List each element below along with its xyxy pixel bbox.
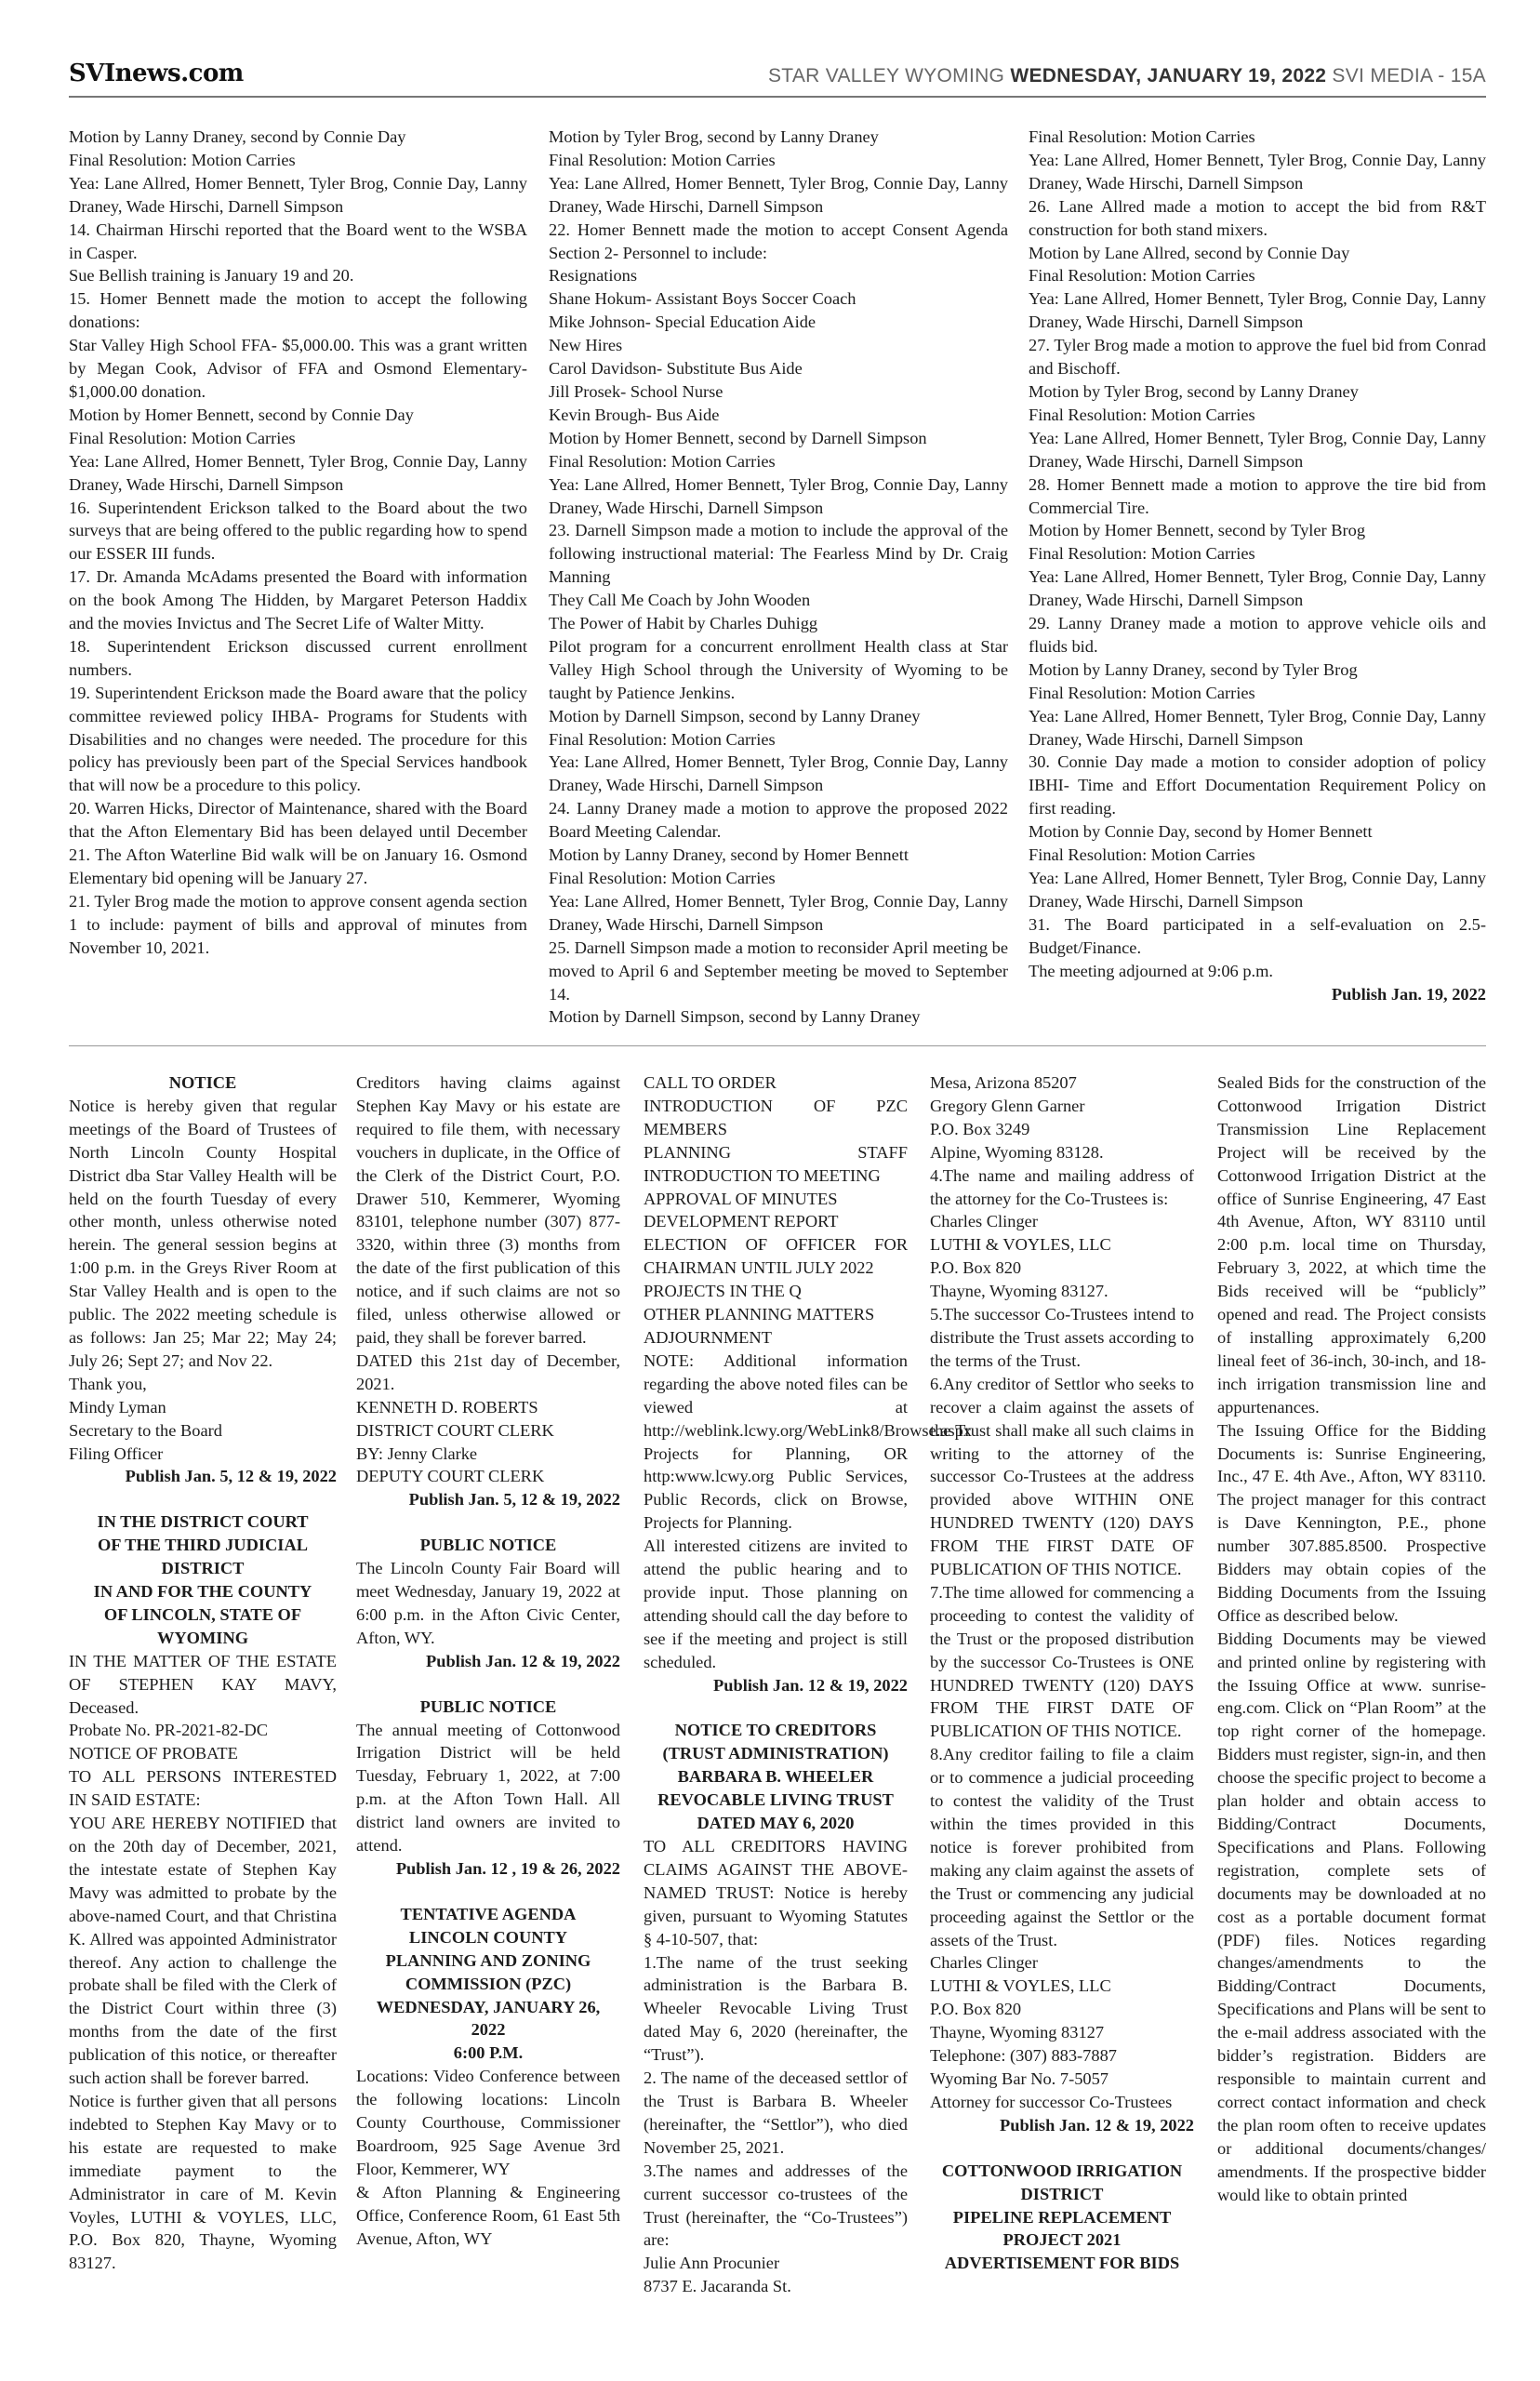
agenda-item: ADJOURNMENT bbox=[644, 1327, 772, 1347]
notice-line: LUTHI & VOYLES, LLC bbox=[930, 1235, 1111, 1255]
signature-line: Secretary to the Board bbox=[69, 1420, 222, 1440]
minutes-line: Final Resolution: Motion Carries bbox=[1029, 683, 1255, 702]
public-notice-2-publish: Publish Jan. 12 , 19 & 26, 2022 bbox=[395, 1859, 620, 1878]
notice-line: LUTHI & VOYLES, LLC bbox=[930, 1976, 1111, 1996]
notice-line: Notice is further given that all persons indebted to Stephen Kay Mavy or to his estate are requested to make immediate payment to the Administrator in care of M. Kevin Voyles, LUTHI & VOYLES, LLC, P.O. Box 820, Thayne, Wyoming 83127. bbox=[69, 2091, 337, 2273]
minutes-line: Yea: Lane Allred, Homer Bennett, Tyler Brog, Connie Day, Lanny Draney, Wade Hirschi, Darnell Simpson bbox=[1029, 706, 1486, 749]
site-name: SVInews.com bbox=[69, 60, 244, 87]
minutes-line: Final Resolution: Motion Carries bbox=[1029, 127, 1255, 146]
public-notice-1-title: PUBLIC NOTICE bbox=[419, 1536, 557, 1555]
clerk-line: KENNETH D. ROBERTS bbox=[356, 1397, 538, 1417]
public-notice-1-body: The Lincoln County Fair Board will meet Wednesday, January 19, 2022 at 6:00 p.m. in the Afton Civic Center, Afton, WY. bbox=[356, 1559, 620, 1647]
minutes-line: Motion by Tyler Brog, second by Lanny Draney bbox=[1029, 381, 1359, 401]
heading-line: DISTRICT bbox=[1020, 2184, 1104, 2203]
agenda-note: NOTE: Additional information regarding the above noted files can be viewed at http://weblink.lcwy.org/WebLink8/Browse.aspx Projects for Planning, OR http:www.lcwy.org Public Services, Public Records, click on Browse, Projects for Planning. bbox=[644, 1350, 973, 1533]
notice-line: P.O. Box 820 bbox=[930, 1258, 1022, 1278]
notice-line: P.O. Box 820 bbox=[930, 2000, 1022, 2019]
section-divider bbox=[69, 1045, 1486, 1046]
minutes-line: Motion by Homer Bennett, second by Connie Day bbox=[69, 405, 414, 424]
minutes-line: Motion by Tyler Brog, second by Lanny Draney bbox=[549, 127, 879, 146]
minutes-line: Carol Davidson- Substitute Bus Aide bbox=[549, 359, 803, 379]
minutes-line: 26. Lane Allred made a motion to accept the bid from R&T construction for both stand mixers. bbox=[1029, 196, 1486, 239]
public-notice-1-publish: Publish Jan. 12 & 19, 2022 bbox=[426, 1651, 620, 1670]
minutes-line: Final Resolution: Motion Carries bbox=[549, 150, 776, 169]
notice-line: Charles Clinger bbox=[930, 1953, 1038, 1973]
notice-line: NOTICE OF PROBATE bbox=[69, 1744, 238, 1763]
folio-date: WEDNESDAY, JANUARY 19, 2022 bbox=[1010, 65, 1327, 86]
signature-line: Mindy Lyman bbox=[69, 1397, 166, 1417]
minutes-line: Final Resolution: Motion Carries bbox=[1029, 405, 1255, 424]
heading-line: PIPELINE REPLACEMENT bbox=[952, 2207, 1172, 2227]
agenda-invite: All interested citizens are invited to attend the public hearing and to provide input. Those planning on attending should call the day before to see if the meeting and project is still scheduled. bbox=[644, 1536, 908, 1671]
minutes-line: 24. Lanny Draney made a motion to approve the proposed 2022 Board Meeting Calendar. bbox=[549, 799, 1008, 842]
probate-publish-line: Publish Jan. 5, 12 & 19, 2022 bbox=[408, 1490, 620, 1510]
minutes-line: Final Resolution: Motion Carries bbox=[69, 150, 296, 169]
minutes-line: New Hires bbox=[549, 336, 623, 355]
heading-line: ADVERTISEMENT FOR BIDS bbox=[944, 2254, 1180, 2273]
trust-publish-line: Publish Jan. 12 & 19, 2022 bbox=[1000, 2115, 1194, 2135]
masthead bbox=[69, 58, 1486, 95]
notice-publish-line: Publish Jan. 5, 12 & 19, 2022 bbox=[125, 1467, 337, 1486]
agenda-item: INTRODUCTION OF PZC MEMBERS bbox=[644, 1096, 908, 1138]
agenda-item: ELECTION OF OFFICER FOR CHAIRMAN UNTIL JULY 2022 bbox=[644, 1235, 908, 1278]
minutes-line: Motion by Connie Day, second by Homer Bennett bbox=[1029, 822, 1373, 842]
notice-signature bbox=[69, 1373, 337, 1466]
minutes-line: Motion by Darnell Simpson, second by Lanny Draney bbox=[549, 1007, 921, 1027]
heading-line: IN THE DISTRICT COURT bbox=[97, 1512, 309, 1532]
notice-line: IN THE MATTER OF THE ESTATE OF STEPHEN KAY MAVY, Deceased. bbox=[69, 1651, 337, 1717]
agenda-heading bbox=[356, 1903, 620, 2065]
minutes-column-1 bbox=[69, 126, 527, 960]
minutes-line: 20. Warren Hicks, Director of Maintenance, shared with the Board that the Afton Elementary Bid has been delayed until December 21. The Afton Waterline Bid walk will be on January 16. Osmond Elementary bid opening will be January 27. bbox=[69, 799, 527, 887]
agenda-item: OTHER PLANNING MATTERS bbox=[644, 1305, 875, 1324]
minutes-line: Resignations bbox=[549, 266, 638, 286]
heading-line: PROJECT 2021 bbox=[1002, 2230, 1122, 2250]
minutes-line: Yea: Lane Allred, Homer Bennett, Tyler Brog, Connie Day, Lanny Draney, Wade Hirschi, Darnell Simpson bbox=[549, 474, 1008, 517]
minutes-line: 27. Tyler Brog made a motion to approve the fuel bid from Conrad and Bischoff. bbox=[1029, 336, 1486, 379]
heading-line: COTTONWOOD IRRIGATION bbox=[941, 2161, 1183, 2180]
minutes-line: 15. Homer Bennett made the motion to accept the following donations: bbox=[69, 289, 527, 332]
heading-line: 6:00 P.M. bbox=[453, 2043, 524, 2063]
heading-line: COMMISSION (PZC) bbox=[405, 1974, 572, 1993]
minutes-line: 30. Connie Day made a motion to consider adoption of policy IBHI- Time and Effort Documentation Requirement Policy on first reading. bbox=[1029, 752, 1486, 818]
notice-line: Charles Clinger bbox=[930, 1212, 1038, 1231]
agenda-items bbox=[644, 1071, 908, 1350]
minutes-line: Yea: Lane Allred, Homer Bennett, Tyler Brog, Connie Day, Lanny Draney, Wade Hirschi, Darnell Simpson bbox=[1029, 289, 1486, 332]
notice-line: Probate No. PR-2021-82-DC bbox=[69, 1721, 269, 1740]
minutes-line: 23. Darnell Simpson made a motion to include the approval of the following instructional material: The Fearless Mind by Dr. Craig Manning bbox=[549, 521, 1008, 587]
minutes-line: Motion by Homer Bennett, second by Darnell Simpson bbox=[549, 428, 927, 447]
dated-line: DATED this 21st day of December, 2021. bbox=[356, 1350, 620, 1393]
heading-line: OF LINCOLN, STATE OF bbox=[103, 1604, 302, 1624]
minutes-line: The Power of Habit by Charles Duhigg bbox=[549, 614, 818, 633]
minutes-line: Yea: Lane Allred, Homer Bennett, Tyler Brog, Connie Day, Lanny Draney, Wade Hirschi, Darnell Simpson bbox=[69, 451, 527, 494]
minutes-line: 19. Superintendent Erickson made the Board aware that the policy committee reviewed policy IHBA- Programs for Students with Disabilities and no changes were needed. The procedure for this policy has previously been part of the Special Services handbook that will now be a procedure to this policy. bbox=[69, 683, 527, 795]
notice-body: Notice is hereby given that regular meetings of the Board of Trustees of North Lincoln County Hospital District dba Star Valley Health will be held on the fourth Tuesday of every other month, unless otherwise noted herein. The general session begins at 1:00 p.m. in the Greys River Room at Star Valley Health and is open to the public. The 2022 meeting schedule is as follows: Jan 25; Mar 22; May 24; July 26; Sept 27; and Nov 22. bbox=[69, 1096, 337, 1370]
heading-line: (TRUST ADMINISTRATION) bbox=[662, 1744, 889, 1763]
legal-column-2 bbox=[356, 1071, 620, 2251]
minutes-line: Motion by Lanny Draney, second by Tyler Brog bbox=[1029, 659, 1358, 679]
notice-line: Wyoming Bar No. 7-5057 bbox=[930, 2068, 1109, 2088]
notice-line: Telephone: (307) 883-7887 bbox=[930, 2046, 1117, 2066]
minutes-line: Motion by Lane Allred, second by Connie Day bbox=[1029, 243, 1350, 262]
trust-notice-heading bbox=[644, 1719, 908, 1835]
minutes-line: Kevin Brough- Bus Aide bbox=[549, 405, 720, 424]
minutes-line: The meeting adjourned at 9:06 p.m. bbox=[1029, 961, 1274, 980]
legal-column-3 bbox=[644, 1071, 973, 2298]
notice-line: 3.The names and addresses of the current successor co-trustees of the Trust (hereinafter, the “Co-Trustees”) are: bbox=[644, 2161, 908, 2250]
minutes-column-3-lines bbox=[1029, 126, 1486, 983]
agenda-item: CALL TO ORDER bbox=[644, 1073, 777, 1092]
notice-line: 4.The name and mailing address of the attorney for the Co-Trustees is: bbox=[930, 1165, 1194, 1208]
minutes-line: Yea: Lane Allred, Homer Bennett, Tyler Brog, Connie Day, Lanny Draney, Wade Hirschi, Darnell Simpson bbox=[549, 752, 1008, 795]
notice-line: 6.Any creditor of Settlor who seeks to recover a claim against the assets of the Trust shall make all such claims in writing to the attorney of the successor Co-Trustees at the address provided above WITHIN ONE HUNDRED TWENTY (120) DAYS FROM THE FIRST DATE OF PUBLICATION OF THIS NOTICE. bbox=[930, 1374, 1194, 1579]
heading-line: TENTATIVE AGENDA bbox=[400, 1904, 577, 1923]
bid-paragraph-3: Bidding Documents may be viewed and printed online by registering with the Issuing Office at www. sunrise-eng.com. Click on “Plan Room” at the top right corner of the homepage. Bidders must register, sign-in, and then choose the specific project to become a plan holder and obtain access to Bidding/Contract Documents, Specifications and Plans. Following registration, complete sets of documents may be downloaded at no cost as a portable document format (PDF) files. Notices regarding changes/amendments to the Bidding/Contract Documents, Specifications and Plans will be sent to the e-mail address associated with the bidder’s registration. Bidders are responsible to maintain current and correct contact information and check the plan room often to receive updates or additional documents/changes/ amendments. If the prospective bidder would like to obtain printed bbox=[1217, 1629, 1487, 2204]
heading-line: DISTRICT bbox=[161, 1559, 245, 1578]
notice-line: P.O. Box 3249 bbox=[930, 1119, 1030, 1138]
minutes-line: Motion by Homer Bennett, second by Tyler Brog bbox=[1029, 521, 1366, 540]
heading-line: LINCOLN COUNTY bbox=[408, 1927, 568, 1947]
creditors-paragraph: Creditors having claims against Stephen Kay Mavy or his estate are required to file them, with necessary vouchers in duplicate, in the Office of the Clerk of the District Court, P.O. Drawer 510, Kemmerer, Wyoming 83101, telephone number (307) 877-3320, within three (3) months from the date of the first publication of this notice, and if such claims are not so filed, unless otherwise allowed or paid, they shall be forever barred. bbox=[356, 1073, 620, 1347]
notice-line: Julie Ann Procunier bbox=[644, 2254, 780, 2273]
minutes-line: Jill Prosek- School Nurse bbox=[549, 381, 724, 401]
notice-title: NOTICE bbox=[168, 1073, 237, 1092]
minutes-line: Sue Bellish training is January 19 and 20. bbox=[69, 266, 354, 286]
trust-notice-body bbox=[644, 1835, 908, 2298]
clerk-signature bbox=[356, 1396, 620, 1489]
agenda-item: DEVELOPMENT REPORT bbox=[644, 1212, 839, 1231]
minutes-line: They Call Me Coach by John Wooden bbox=[549, 591, 811, 610]
notice-line: Thayne, Wyoming 83127 bbox=[930, 2023, 1105, 2042]
minutes-line: Final Resolution: Motion Carries bbox=[1029, 544, 1255, 564]
notice-line: TO ALL CREDITORS HAVING CLAIMS AGAINST THE ABOVE-NAMED TRUST: Notice is hereby given, pursuant to Wyoming Statutes § 4-10-507, that: bbox=[644, 1837, 908, 1949]
court-heading bbox=[69, 1510, 337, 1649]
minutes-line: Star Valley High School FFA- $5,000.00. This was a grant written by Megan Cook, Advisor of FFA and Osmond Elementary- $1,000.00 donation. bbox=[69, 336, 527, 401]
notice-line: 8737 E. Jacaranda St. bbox=[644, 2277, 791, 2296]
minutes-line: Motion by Lanny Draney, second by Connie Day bbox=[69, 127, 406, 146]
minutes-line: Final Resolution: Motion Carries bbox=[1029, 266, 1255, 286]
minutes-line: Final Resolution: Motion Carries bbox=[549, 729, 776, 749]
agenda-item: PLANNING STAFF INTRODUCTION TO MEETING bbox=[644, 1142, 908, 1185]
notice-line: Alpine, Wyoming 83128. bbox=[930, 1142, 1104, 1162]
public-notice-2-title: PUBLIC NOTICE bbox=[419, 1696, 557, 1716]
minutes-line: Yea: Lane Allred, Homer Bennett, Tyler Brog, Connie Day, Lanny Draney, Wade Hirschi, Darnell Simpson bbox=[1029, 869, 1486, 911]
minutes-line: Shane Hokum- Assistant Boys Soccer Coach bbox=[549, 289, 856, 309]
minutes-line: Final Resolution: Motion Carries bbox=[549, 869, 776, 887]
legal-column-5 bbox=[1217, 1071, 1486, 2206]
bid-advert-heading bbox=[930, 2160, 1194, 2276]
bid-paragraph-2: The Issuing Office for the Bidding Documents is: Sunrise Engineering, Inc., 47 E. 4th Ave., Afton, WY 83110. The project manager for this contract is Dave Kennington, P.E., phone number 307.885.8500. Prospective Bidders may obtain copies of the Bidding Documents from the Issuing Office as described below. bbox=[1217, 1420, 1486, 1625]
minutes-line: 14. Chairman Hirschi reported that the Board went to the WSBA in Casper. bbox=[69, 219, 527, 262]
minutes-line: Yea: Lane Allred, Homer Bennett, Tyler Brog, Connie Day, Lanny Draney, Wade Hirschi, Darnell Simpson bbox=[69, 173, 527, 216]
notice-line: YOU ARE HEREBY NOTIFIED that on the 20th day of December, 2021, the intestate estate of Stephen Kay Mavy was admitted to probate by the above-named Court, and that Christina K. Allred was appointed Administrator thereof. Any action to challenge the probate shall be filed with the Clerk of the District Court within three (3) months from the date of the first publication of this notice, or thereafter such action shall be forever barred. bbox=[69, 1814, 337, 2088]
agenda-item: PROJECTS IN THE Q bbox=[644, 1282, 802, 1301]
notice-line: Gregory Glenn Garner bbox=[930, 1096, 1085, 1115]
minutes-line: Yea: Lane Allred, Homer Bennett, Tyler Brog, Connie Day, Lanny Draney, Wade Hirschi, Darnell Simpson bbox=[549, 173, 1008, 216]
minutes-line: Pilot program for a concurrent enrollment Health class at Star Valley High School through the University of Wyoming to be taught by Patience Jenkins. bbox=[549, 636, 1008, 702]
legal-column-1 bbox=[69, 1071, 337, 2275]
agenda-item: APPROVAL OF MINUTES bbox=[644, 1189, 838, 1208]
heading-line: BARBARA B. WHEELER bbox=[677, 1767, 874, 1787]
signature-line: Filing Officer bbox=[69, 1443, 164, 1463]
folio-suffix: SVI MEDIA - 15A bbox=[1326, 65, 1486, 86]
signature-line: Thank you, bbox=[69, 1374, 147, 1393]
heading-line: 2022 bbox=[471, 2020, 506, 2040]
minutes-line: 25. Darnell Simpson made a motion to reconsider April meeting be moved to April 6 and September meeting be moved to September 14. bbox=[549, 938, 1008, 1004]
clerk-line: DISTRICT COURT CLERK bbox=[356, 1420, 554, 1440]
minutes-line: 28. Homer Bennett made a motion to approve the tire bid from Commercial Tire. bbox=[1029, 474, 1486, 517]
heading-line: DATED MAY 6, 2020 bbox=[697, 1814, 855, 1833]
agenda-publish-line: Publish Jan. 12 & 19, 2022 bbox=[713, 1675, 908, 1695]
minutes-column-2 bbox=[549, 126, 1008, 1029]
agenda-locations-2: & Afton Planning & Engineering Office, Conference Room, 61 East 5th Avenue, Afton, WY bbox=[356, 2182, 620, 2248]
notice-line: TO ALL PERSONS INTERESTED IN SAID ESTATE: bbox=[69, 1767, 337, 1810]
clerk-line: DEPUTY COURT CLERK bbox=[356, 1467, 545, 1486]
notice-line: 1.The name of the trust seeking administration is the Barbara B. Wheeler Revocable Living Trust dated May 6, 2020 (hereinafter, the “Trust”). bbox=[644, 1952, 908, 2065]
notice-line: 8.Any creditor failing to file a claim or to commence a judicial proceeding to contest the validity of the Trust within the times provided in this notice is forever prohibited from making any claim against the assets of the Trust or commencing any judicial proceeding against the Settlor or the assets of the Trust. bbox=[930, 1745, 1194, 1949]
probate-notice-body bbox=[69, 1650, 337, 2275]
minutes-line: Motion by Darnell Simpson, second by Lanny Draney bbox=[549, 706, 921, 725]
heading-line: WEDNESDAY, JANUARY 26, bbox=[376, 1997, 601, 2016]
agenda-locations: Locations: Video Conference between the following locations: Lincoln County Courthouse, Commissioner Boardroom, 925 Sage Avenue 3rd Floor, Kemmerer, WY bbox=[356, 2067, 620, 2178]
masthead-rule bbox=[69, 96, 1486, 98]
minutes-line: Yea: Lane Allred, Homer Bennett, Tyler Brog, Connie Day, Lanny Draney, Wade Hirschi, Darnell Simpson bbox=[1029, 150, 1486, 193]
minutes-publish-line: Publish Jan. 19, 2022 bbox=[1331, 984, 1486, 1004]
heading-line: NOTICE TO CREDITORS bbox=[674, 1721, 877, 1740]
heading-line: WYOMING bbox=[156, 1628, 249, 1647]
minutes-line: 31. The Board participated in a self-evaluation on 2.5- Budget/Finance. bbox=[1029, 914, 1486, 957]
notice-line: 2. The name of the deceased settlor of the Trust is Barbara B. Wheeler (hereinafter, the “Settlor”), who died November 25, 2021. bbox=[644, 2068, 908, 2157]
minutes-line: Yea: Lane Allred, Homer Bennett, Tyler Brog, Connie Day, Lanny Draney, Wade Hirschi, Darnell Simpson bbox=[549, 891, 1008, 934]
heading-line: OF THE THIRD JUDICIAL bbox=[97, 1536, 308, 1555]
minutes-line: 18. Superintendent Erickson discussed current enrollment numbers. bbox=[69, 636, 527, 679]
minutes-line: 16. Superintendent Erickson talked to the Board about the two surveys that are being offered to the public regarding how to spend our ESSER III funds. bbox=[69, 498, 527, 564]
page-folio bbox=[768, 65, 1486, 87]
bid-paragraph-1: Sealed Bids for the construction of the Cottonwood Irrigation District Transmission Line Replacement Project will be received by the Cottonwood Irrigation District at the office of Sunrise Engineering, 47 East 4th Avenue, Afton, WY 83110 until 2:00 p.m. local time on Thursday, February 3, 2022, at which time the Bids received will be “publicly” opened and read. The Project consists of installing approximately 6,200 lineal feet of 36-inch, 30-inch, and 18-inch irrigation transmission line and appurtenances. bbox=[1217, 1073, 1486, 1417]
notice-line: Mesa, Arizona 85207 bbox=[930, 1073, 1077, 1092]
minutes-line: Mike Johnson- Special Education Aide bbox=[549, 313, 816, 332]
notice-line: Thayne, Wyoming 83127. bbox=[930, 1282, 1109, 1301]
minutes-column-3 bbox=[1029, 126, 1486, 1005]
heading-line: IN AND FOR THE COUNTY bbox=[93, 1582, 312, 1602]
notice-line: Attorney for successor Co-Trustees bbox=[930, 2092, 1173, 2111]
minutes-line: Motion by Lanny Draney, second by Homer Bennett bbox=[549, 845, 909, 865]
minutes-line: Yea: Lane Allred, Homer Bennett, Tyler Brog, Connie Day, Lanny Draney, Wade Hirschi, Darnell Simpson bbox=[1029, 428, 1486, 471]
minutes-line: Final Resolution: Motion Carries bbox=[549, 451, 776, 471]
legal-column-4 bbox=[930, 1071, 1194, 2275]
minutes-line: Final Resolution: Motion Carries bbox=[1029, 845, 1255, 865]
folio-prefix: STAR VALLEY WYOMING bbox=[767, 65, 1011, 86]
clerk-line: BY: Jenny Clarke bbox=[356, 1443, 478, 1463]
heading-line: REVOCABLE LIVING TRUST bbox=[657, 1790, 894, 1810]
heading-line: PLANNING AND ZONING bbox=[385, 1950, 591, 1970]
minutes-line: Yea: Lane Allred, Homer Bennett, Tyler Brog, Connie Day, Lanny Draney, Wade Hirschi, Darnell Simpson bbox=[1029, 567, 1486, 610]
notice-line: 5.The successor Co-Trustees intend to distribute the Trust assets according to the terms of the Trust. bbox=[930, 1305, 1194, 1370]
minutes-line: 29. Lanny Draney made a motion to approve vehicle oils and fluids bid. bbox=[1029, 614, 1486, 656]
minutes-line: 22. Homer Bennett made the motion to accept Consent Agenda Section 2- Personnel to include: bbox=[549, 219, 1008, 262]
minutes-line: 21. Tyler Brog made the motion to approve consent agenda section 1 to include: payment of bills and approval of minutes from November 10, 2021. bbox=[69, 891, 527, 957]
notice-line: 7.The time allowed for commencing a proceeding to contest the validity of the Trust or the proposed distribution by the successor Co-Trustees is ONE HUNDRED TWENTY (120) DAYS FROM THE FIRST DATE OF PUBLICATION OF THIS NOTICE. bbox=[930, 1582, 1194, 1741]
minutes-line: Final Resolution: Motion Carries bbox=[69, 428, 296, 447]
minutes-line: 17. Dr. Amanda McAdams presented the Board with information on the book Among The Hidden, by Margaret Peterson Haddix and the movies Invictus and The Secret Life of Walter Mitty. bbox=[69, 567, 527, 633]
trust-notice-body-continued bbox=[930, 1071, 1194, 2114]
public-notice-2-body: The annual meeting of Cottonwood Irrigation District will be held Tuesday, February 1, 2022, at 7:00 p.m. at the Afton Town Hall. All district land owners are invited to attend. bbox=[356, 1720, 620, 1856]
